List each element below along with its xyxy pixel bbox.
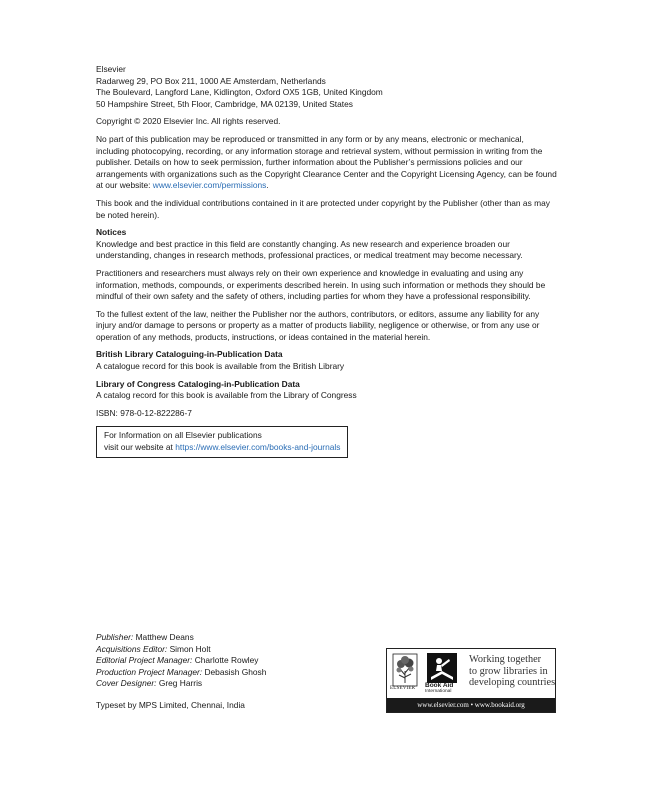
- credit-line: Cover Designer: Greg Harris: [96, 678, 203, 689]
- british-library-heading: British Library Cataloguing-in-Publication Data: [96, 349, 283, 360]
- liability-paragraph: To the fullest extent of the law, neither the Publisher nor the authors, contributors, or editors, assume any liability for any injury and/or damage to persons or property as a matter of products liability, negligence or otherwise, or from any use or operation of any methods, products, instructions, or ideas contained in the material herein.: [96, 308, 540, 342]
- copyright-page: [96, 64, 566, 458]
- books-and-journals-link[interactable]: https://www.elsevier.com/books-and-journals: [175, 442, 341, 453]
- production-credits: [96, 632, 266, 690]
- credit-line: Editorial Project Manager: Charlotte Rowley: [96, 655, 259, 666]
- address-line: Radarweg 29, PO Box 211, 1000 AE Amsterdam, Netherlands: [96, 75, 326, 86]
- protection-paragraph: This book and the individual contributions contained in it are protected under copyright by the Publisher (other than as may be noted herein).: [96, 197, 550, 220]
- address-line: The Boulevard, Langford Lane, Kidlington, Oxford OX5 1GB, United Kingdom: [96, 87, 383, 98]
- credit-line: Acquisitions Editor: Simon Holt: [96, 643, 211, 654]
- isbn: ISBN: 978-0-12-822286-7: [96, 407, 192, 418]
- notices-section: Notices Knowledge and best practice in this field are constantly changing. As new research and experience broaden our understanding, changes in research methods, professional practices, or medical treatment may become necessary.: [96, 227, 566, 262]
- info-box: For Information on all Elsevier publications visit our website at https://www.elsevier.com/books-and-journals: [96, 426, 348, 457]
- publisher-address: [96, 64, 566, 110]
- credit-line: Production Project Manager: Debasish Ghosh: [96, 666, 267, 677]
- book-aid-international: International: [425, 689, 452, 694]
- elsevier-wordmark: ELSEVIER: [390, 686, 416, 691]
- notices-paragraph: Practitioners and researchers must always rely on their own experience and knowledge in evaluating and using any information, methods, compounds, or experiments described herein. In using such information or methods they should be mindful of their own safety and the safety of others, including parties for whom they have a professional responsibility.: [96, 267, 546, 302]
- british-library-section: British Library Cataloguing-in-Publication Data A catalogue record for this book is available from the British Library: [96, 349, 566, 372]
- loc-heading: Library of Congress Cataloging-in-Publication Data: [96, 378, 300, 389]
- copyright-line: Copyright © 2020 Elsevier Inc. All rights reserved.: [96, 116, 281, 127]
- address-line: 50 Hampshire Street, 5th Floor, Cambridge, MA 02139, United States: [96, 98, 353, 109]
- library-of-congress-section: Library of Congress Cataloging-in-Publication Data A catalog record for this book is available from the Library of Congress: [96, 379, 566, 402]
- permissions-link[interactable]: www.elsevier.com/permissions: [152, 180, 267, 191]
- permissions-paragraph: No part of this publication may be reproduced or transmitted in any form or by any means, electronic or mechanical, including photocopying, recording, or any information storage and retrieval system, without permission in writing from the publisher. Details on how to seek permission, further information about the Publisher’s permissions policies and our arrangements with organizations such as the Copyright Clearance Center and the Copyright Licensing Agency, can be found at our website: www.elsevier.com/permissions.: [96, 133, 557, 191]
- notices-heading: Notices: [96, 227, 127, 238]
- book-aid-slogan: Working together to grow libraries in developing countries: [469, 654, 556, 688]
- book-aid-websites: www.elsevier.com • www.bookaid.org: [387, 698, 555, 712]
- typeset-line: Typeset by MPS Limited, Chennai, India: [96, 700, 245, 710]
- publisher-name: Elsevier: [96, 64, 126, 74]
- book-aid-name: Book Aid: [425, 682, 454, 689]
- credit-line: Publisher: Matthew Deans: [96, 632, 194, 642]
- book-aid-banner: [386, 648, 556, 713]
- book-aid-logo-icon: [427, 653, 457, 683]
